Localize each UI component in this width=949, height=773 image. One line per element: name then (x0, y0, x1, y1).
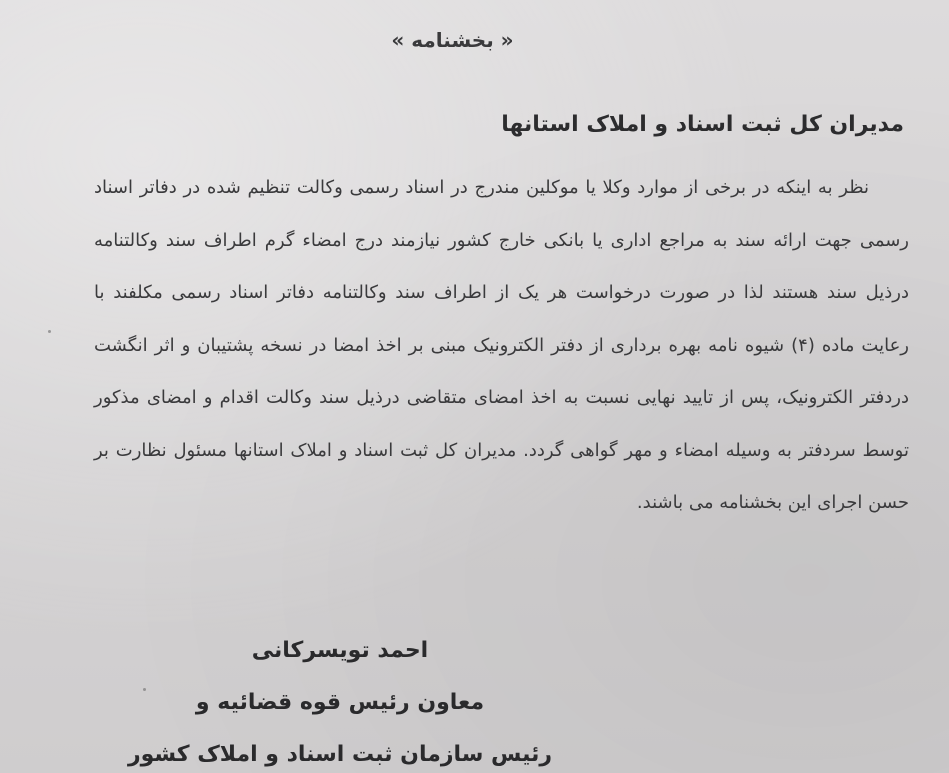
signature-block (110, 625, 570, 773)
signatory-title-line-2: رئیس سازمان ثبت اسناد و املاک کشور (127, 742, 553, 767)
body-paragraph: نظر به اینکه در برخی از موارد وکلا یا موکلین مندرج در اسناد رسمی وکالت تنظیم شده در دفاتر اسناد رسمی جهت ارائه سند به مراجع اداری یا بانکی خارج کشور نیازمند درج امضاء گرم اطراف سند وکالتنامه درذیل سند هستند لذا در صورت درخواست هر یک از اطراف سند وکالتنامه دفاتر اسناد رسمی مکلفند با رعایت ماده (۴) شیوه نامه بهره برداری از دفتر الکترونیک مبنی بر اخذ امضا در نسخه پشتیبان و اثر انگشت دردفتر الکترونیک، پس از تایید نهایی نسبت به اخذ امضای متقاضی درذیل سند وکالت اقدام و امضای مذکور توسط سردفتر به وسیله امضاء و مهر گواهی گردد. مدیران کل ثبت اسناد و املاک استانها مسئول نظارت بر حسن اجرای این بخشنامه می باشند. (94, 177, 909, 513)
paper-speck (143, 688, 146, 691)
signatory-name: احمد تویسرکانی (251, 638, 429, 663)
signatory-title-line-1: معاون رئیس قوه قضائیه و (195, 690, 485, 715)
document-title: « بخشنامه » (391, 28, 514, 52)
recipient-heading: مدیران کل ثبت اسناد و املاک استانها (501, 112, 904, 137)
paper-speck (48, 330, 51, 333)
body-paragraph-container (94, 162, 909, 530)
